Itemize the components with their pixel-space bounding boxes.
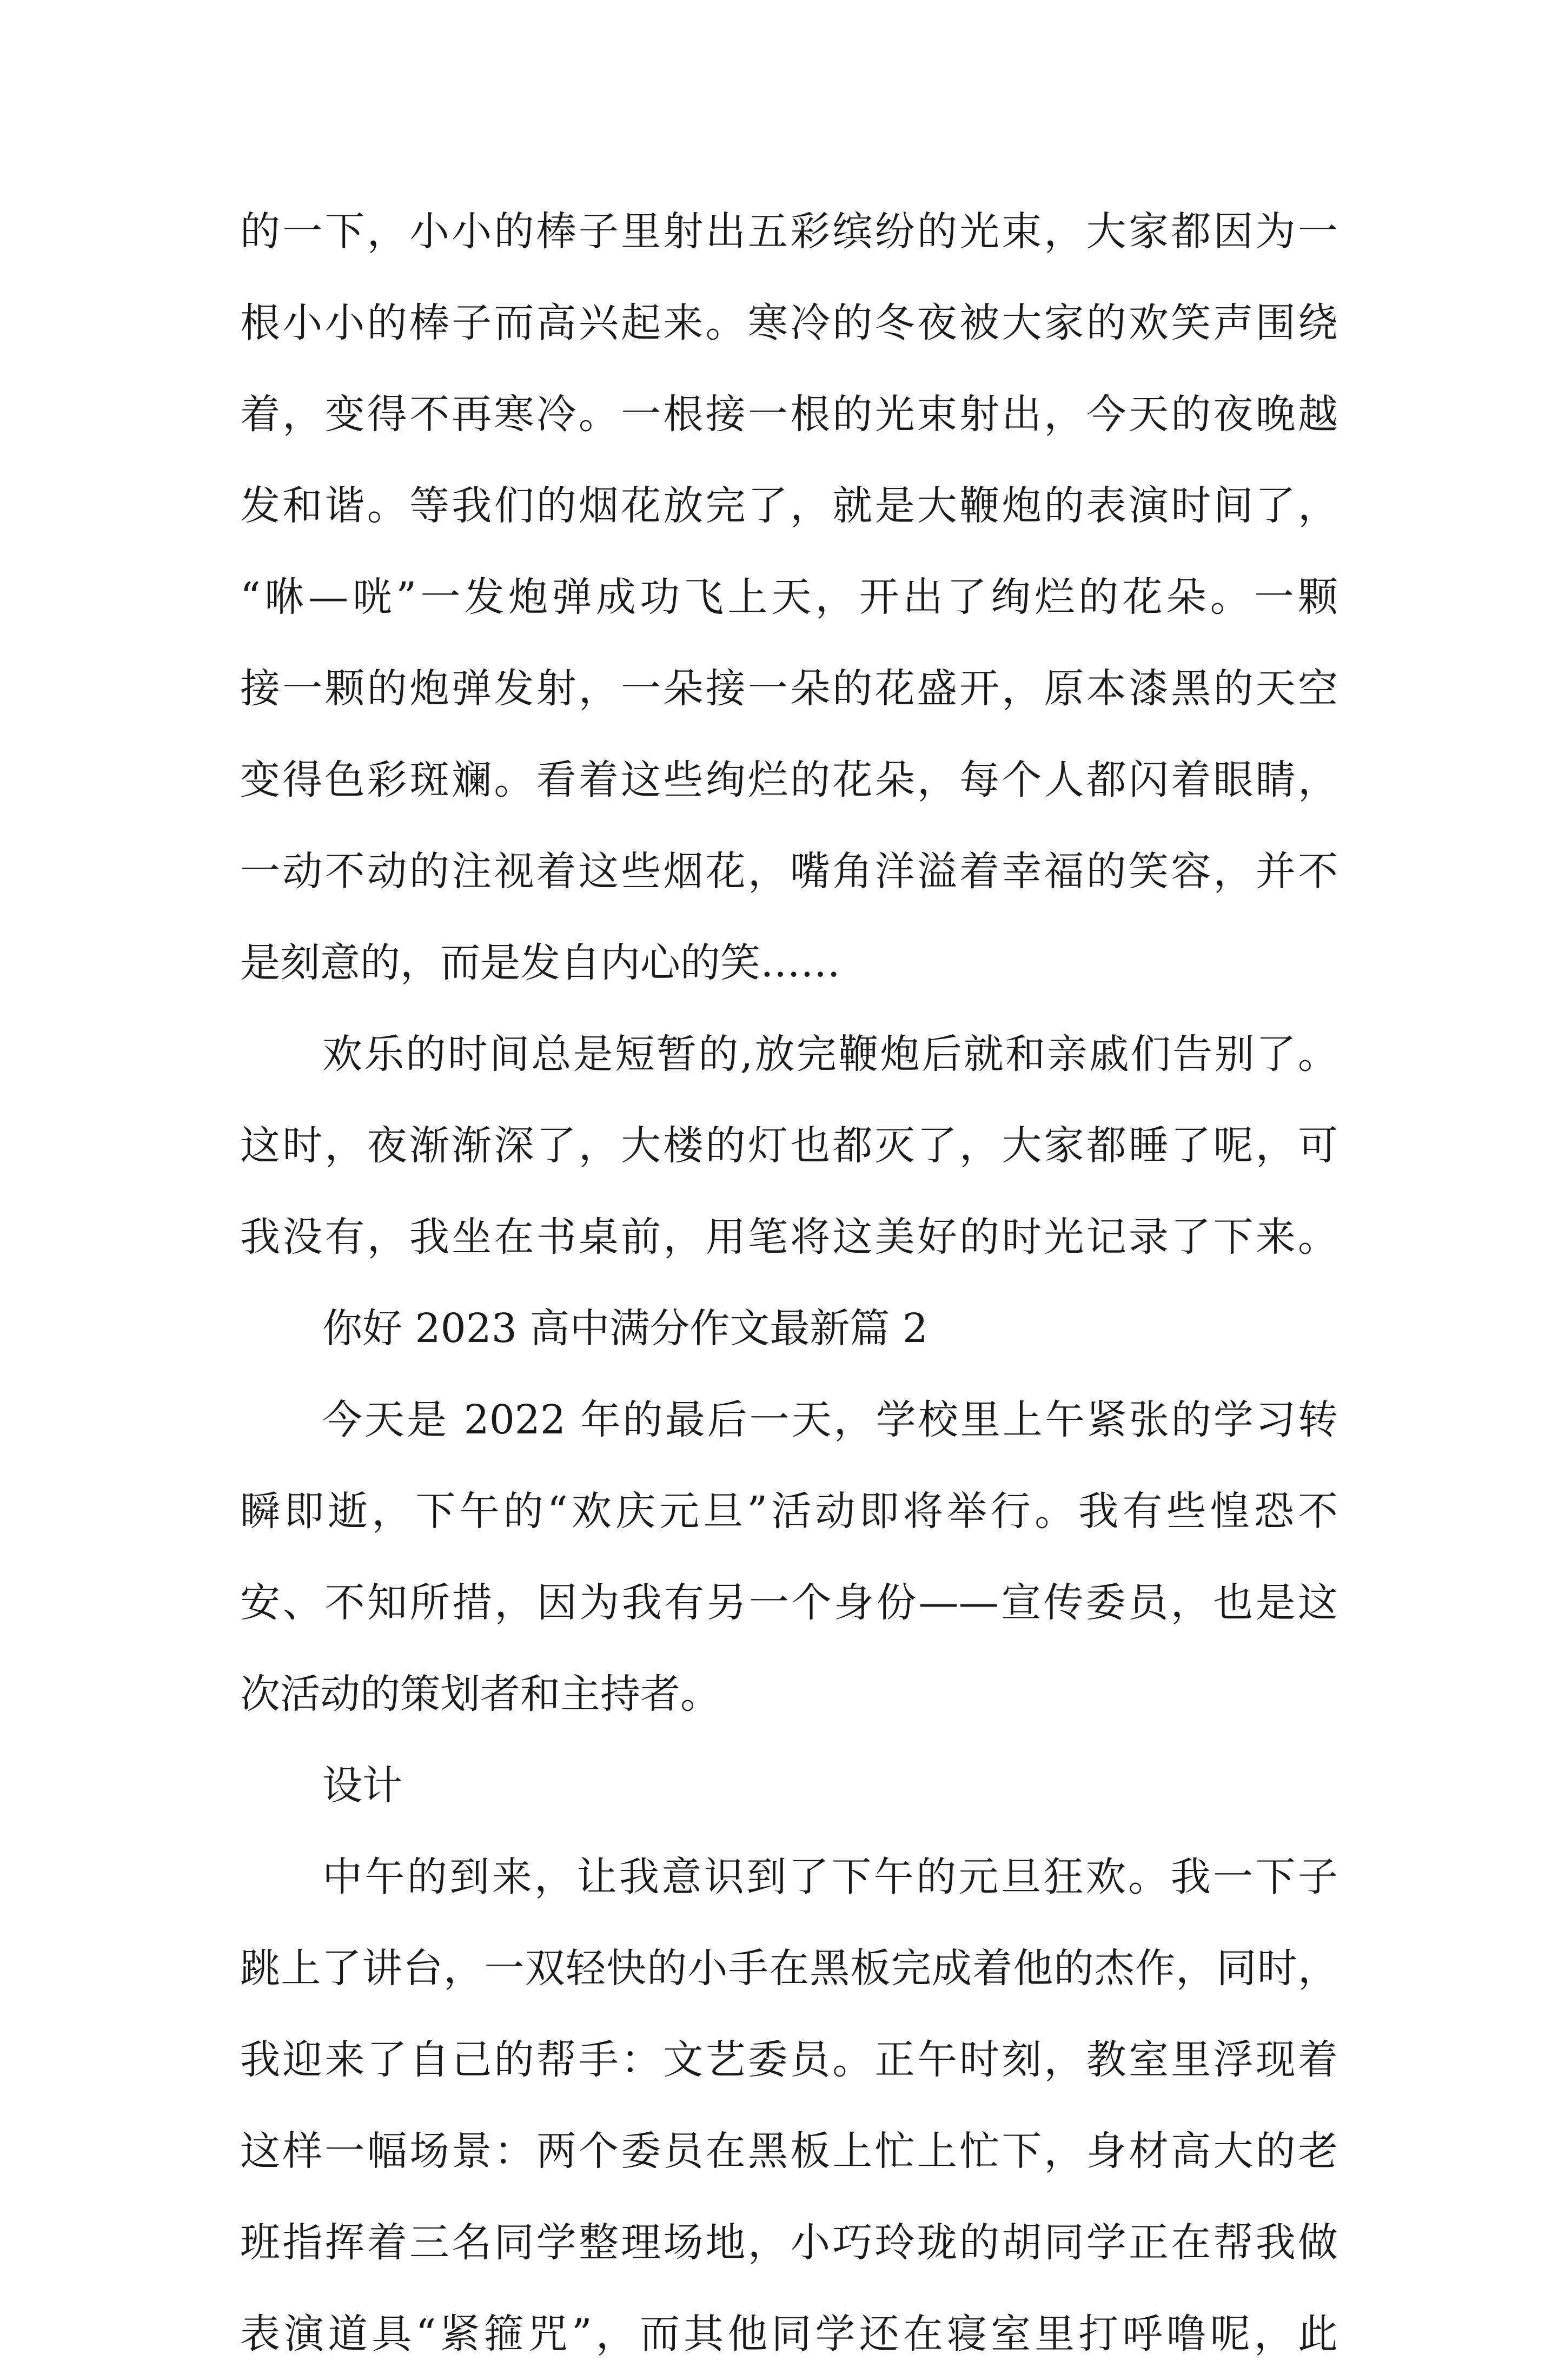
text-line: 的一下，小小的棒子里射出五彩缤纷的光束，大家都因为一	[240, 208, 1338, 255]
text-line: 一动不动的注视着这些烟花，嘴角洋溢着幸福的笑容，并不	[240, 848, 1338, 895]
text-line: 跳上了讲台，一双轻快的小手在黑板完成着他的杰作，同时，	[240, 1945, 1338, 1992]
text-line: 安、不知所措，因为我有另一个身份——宣传委员，也是这	[240, 1579, 1338, 1626]
text-line: 接一颗的炮弹发射，一朵接一朵的花盛开，原本漆黑的天空	[240, 665, 1338, 712]
text-line: 我没有，我坐在书桌前，用笔将这美好的时光记录了下来。	[240, 1214, 1338, 1260]
text-line: 这样一幅场景：两个委员在黑板上忙上忙下，身材高大的老	[240, 2128, 1338, 2174]
text-line: 瞬即逝，下午的“欢庆元旦”活动即将举行。我有些惶恐不	[240, 1488, 1338, 1535]
text-line: 表演道具“紧箍咒”，而其他同学还在寝室里打呼噜呢，此	[240, 2311, 1338, 2357]
text-line: 变得色彩斑斓。看着这些绚烂的花朵，每个人都闪着眼睛，	[240, 757, 1338, 803]
text-line: 这时，夜渐渐深了，大楼的灯也都灭了，大家都睡了呢，可	[240, 1122, 1338, 1169]
text-line: 班指挥着三名同学整理场地，小巧玲珑的胡同学正在帮我做	[240, 2219, 1338, 2266]
text-line: 次活动的策划者和主持者。	[240, 1671, 720, 1717]
text-line: 中午的到来，让我意识到了下午的元旦狂欢。我一下子	[322, 1854, 1338, 1900]
text-line: “咻—咣”一发炮弹成功飞上天，开出了绚烂的花朵。一颗	[240, 574, 1338, 620]
text-line: 发和谐。等我们的烟花放完了，就是大鞭炮的表演时间了，	[240, 482, 1338, 529]
text-line: 着，变得不再寒冷。一根接一根的光束射出，今天的夜晚越	[240, 391, 1338, 438]
body-text	[240, 186, 1338, 2380]
text-line: 欢乐的时间总是短暂的,放完鞭炮后就和亲戚们告别了。	[322, 1031, 1338, 1077]
text-line: 我迎来了自己的帮手：文艺委员。正午时刻，教室里浮现着	[240, 2037, 1338, 2083]
text-line: 设计	[322, 1762, 402, 1809]
text-line: 今天是 2022 年的最后一天，学校里上午紧张的学习转	[322, 1397, 1338, 1443]
text-line: 根小小的棒子而高兴起来。寒冷的冬夜被大家的欢笑声围绕	[240, 300, 1338, 346]
text-line: 是刻意的，而是发自内心的笑……	[240, 940, 840, 986]
text-line: 你好 2023 高中满分作文最新篇 2	[322, 1305, 928, 1352]
